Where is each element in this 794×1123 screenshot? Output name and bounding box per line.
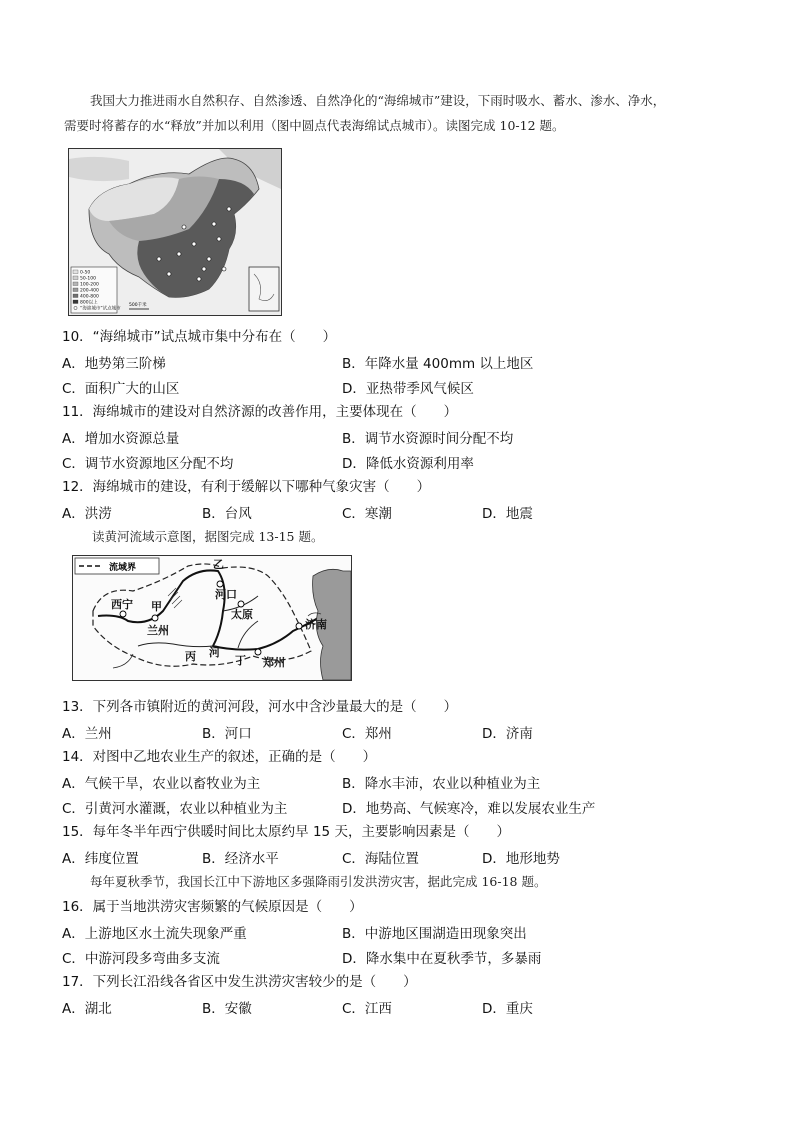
option-15-c[interactable]: C．海陆位置 bbox=[342, 851, 419, 867]
option-16-b[interactable]: B．中游地区围湖造田现象突出 bbox=[342, 926, 527, 942]
option-12-d[interactable]: D．地震 bbox=[482, 506, 533, 522]
option-10-a[interactable]: A．地势第三阶梯 bbox=[62, 356, 166, 372]
option-17-d[interactable]: D．重庆 bbox=[482, 1001, 533, 1017]
jinan-dot bbox=[296, 623, 302, 629]
option-17-c[interactable]: C．江西 bbox=[342, 1001, 392, 1017]
question-12-options bbox=[62, 502, 762, 522]
option-16-d[interactable]: D．降水集中在夏秋季节，多暴雨 bbox=[342, 951, 542, 967]
option-11-b[interactable]: B．调节水资源时间分配不均 bbox=[342, 431, 514, 447]
option-14-a[interactable]: A．气候干旱，农业以畜牧业为主 bbox=[62, 776, 261, 792]
question-10-options bbox=[62, 352, 762, 372]
zhengzhou-dot bbox=[255, 649, 261, 655]
question-11-options bbox=[62, 427, 762, 447]
label-bing: 丙 bbox=[185, 650, 196, 663]
label-yi: 乙 bbox=[213, 558, 224, 571]
option-12-b[interactable]: B．台风 bbox=[202, 506, 252, 522]
question-13-options bbox=[62, 722, 762, 742]
legend-50-100: 50-100 bbox=[80, 276, 96, 282]
legend-basin-boundary: 流域界 bbox=[109, 563, 137, 573]
option-12-c[interactable]: C．寒潮 bbox=[342, 506, 392, 522]
option-10-d[interactable]: D．亚热带季风气候区 bbox=[342, 381, 474, 397]
question-15-stem: 15．每年冬半年西宁供暖时间比太原约早 15 天，主要影响因素是（ ） bbox=[62, 824, 510, 840]
label-zhengzhou: 郑州 bbox=[263, 656, 285, 669]
legend-200-400: 200-400 bbox=[80, 288, 99, 294]
label-jia: 甲 bbox=[151, 600, 162, 613]
xining-dot bbox=[120, 611, 126, 617]
question-16-options bbox=[62, 922, 762, 942]
hekou-dot bbox=[217, 581, 223, 587]
legend-400-800: 400-800 bbox=[80, 294, 99, 300]
lanzhou-dot bbox=[152, 615, 158, 621]
question-10-stem: 10．“海绵城市”试点城市集中分布在（ ） bbox=[62, 329, 337, 345]
question-11-stem: 11．海绵城市的建设对自然济源的改善作用，主要体现在（ ） bbox=[62, 404, 458, 420]
option-16-c[interactable]: C．中游河段多弯曲多支流 bbox=[62, 951, 220, 967]
question-16-stem: 16．属于当地洪涝灾害频繁的气候原因是（ ） bbox=[62, 899, 363, 915]
label-ding: 丁 bbox=[235, 654, 246, 667]
yellow-river-map-graphic bbox=[73, 556, 351, 680]
option-15-b[interactable]: B．经济水平 bbox=[202, 851, 279, 867]
label-hekou: 河口 bbox=[215, 588, 237, 601]
question-17-options bbox=[62, 997, 762, 1017]
intro-line-1: 我国大力推进雨水自然积存、自然渗透、自然净化的“海绵城市”建设，下雨时吸水、蓄水、渗水、净水， bbox=[90, 93, 666, 108]
option-17-b[interactable]: B．安徽 bbox=[202, 1001, 252, 1017]
option-11-d[interactable]: D．降低水资源利用率 bbox=[342, 456, 474, 472]
option-14-c[interactable]: C．引黄河水灌溉，农业以种植业为主 bbox=[62, 801, 288, 817]
question-14-stem: 14．对图中乙地农业生产的叙述，正确的是（ ） bbox=[62, 749, 377, 765]
yellow-river-basin-map bbox=[72, 555, 352, 681]
legend-800-plus: 800以上 bbox=[80, 300, 98, 306]
option-15-a[interactable]: A．纬度位置 bbox=[62, 851, 139, 867]
option-11-c[interactable]: C．调节水资源地区分配不均 bbox=[62, 456, 234, 472]
option-16-a[interactable]: A．上游地区水土流失现象严重 bbox=[62, 926, 247, 942]
label-jinan: 济南 bbox=[305, 618, 327, 631]
option-15-d[interactable]: D．地形地势 bbox=[482, 851, 560, 867]
map-scale: 500千米 bbox=[129, 303, 147, 308]
option-14-b[interactable]: B．降水丰沛，农业以种植业为主 bbox=[342, 776, 541, 792]
question-13-stem: 13．下列各市镇附近的黄河河段，河水中含沙量最大的是（ ） bbox=[62, 699, 458, 715]
option-10-c[interactable]: C．面积广大的山区 bbox=[62, 381, 180, 397]
option-13-d[interactable]: D．济南 bbox=[482, 726, 533, 742]
question-17-stem: 17．下列长江沿线各省区中发生洪涝灾害较少的是（ ） bbox=[62, 974, 417, 990]
question-14-options-2 bbox=[62, 797, 762, 817]
question-10-options-2 bbox=[62, 377, 762, 397]
option-10-b[interactable]: B．年降水量 400mm 以上地区 bbox=[342, 356, 534, 372]
question-15-options bbox=[62, 847, 762, 867]
option-14-d[interactable]: D．地势高、气候寒冷，难以发展农业生产 bbox=[342, 801, 596, 817]
question-14-options bbox=[62, 772, 762, 792]
option-11-a[interactable]: A．增加水资源总量 bbox=[62, 431, 180, 447]
option-13-c[interactable]: C．郑州 bbox=[342, 726, 392, 742]
question-11-options-2 bbox=[62, 452, 762, 472]
label-taiyuan: 太原 bbox=[231, 608, 253, 621]
legend-100-200: 100-200 bbox=[80, 282, 99, 288]
label-he: 河 bbox=[209, 646, 220, 659]
passage-intro-sponge-city bbox=[64, 88, 776, 138]
legend-0-50: 0-50 bbox=[80, 270, 91, 276]
question-16-options-2 bbox=[62, 947, 762, 967]
intro-line-2: 需要时将蓄存的水“释放”并加以利用（图中圆点代表海绵试点城市）。读图完成 10-12 题。 bbox=[64, 118, 565, 133]
legend-pilot-city: “海绵城市”试点城市 bbox=[80, 306, 121, 312]
taiyuan-dot bbox=[238, 601, 244, 607]
option-13-a[interactable]: A．兰州 bbox=[62, 726, 112, 742]
option-12-a[interactable]: A．洪涝 bbox=[62, 506, 112, 522]
label-xining: 西宁 bbox=[111, 598, 133, 611]
label-lanzhou: 兰州 bbox=[147, 624, 169, 637]
option-17-a[interactable]: A．湖北 bbox=[62, 1001, 112, 1017]
passage-intro-yangtze-flood: 每年夏秋季节，我国长江中下游地区多强降雨引发洪涝灾害，据此完成 16-18 题。 bbox=[90, 874, 547, 889]
china-map-graphic bbox=[69, 149, 281, 315]
china-precipitation-map bbox=[68, 148, 282, 316]
option-13-b[interactable]: B．河口 bbox=[202, 726, 252, 742]
question-12-stem: 12．海绵城市的建设，有利于缓解以下哪种气象灾害（ ） bbox=[62, 479, 431, 495]
passage-intro-yellow-river: 读黄河流域示意图，据图完成 13-15 题。 bbox=[92, 529, 324, 544]
